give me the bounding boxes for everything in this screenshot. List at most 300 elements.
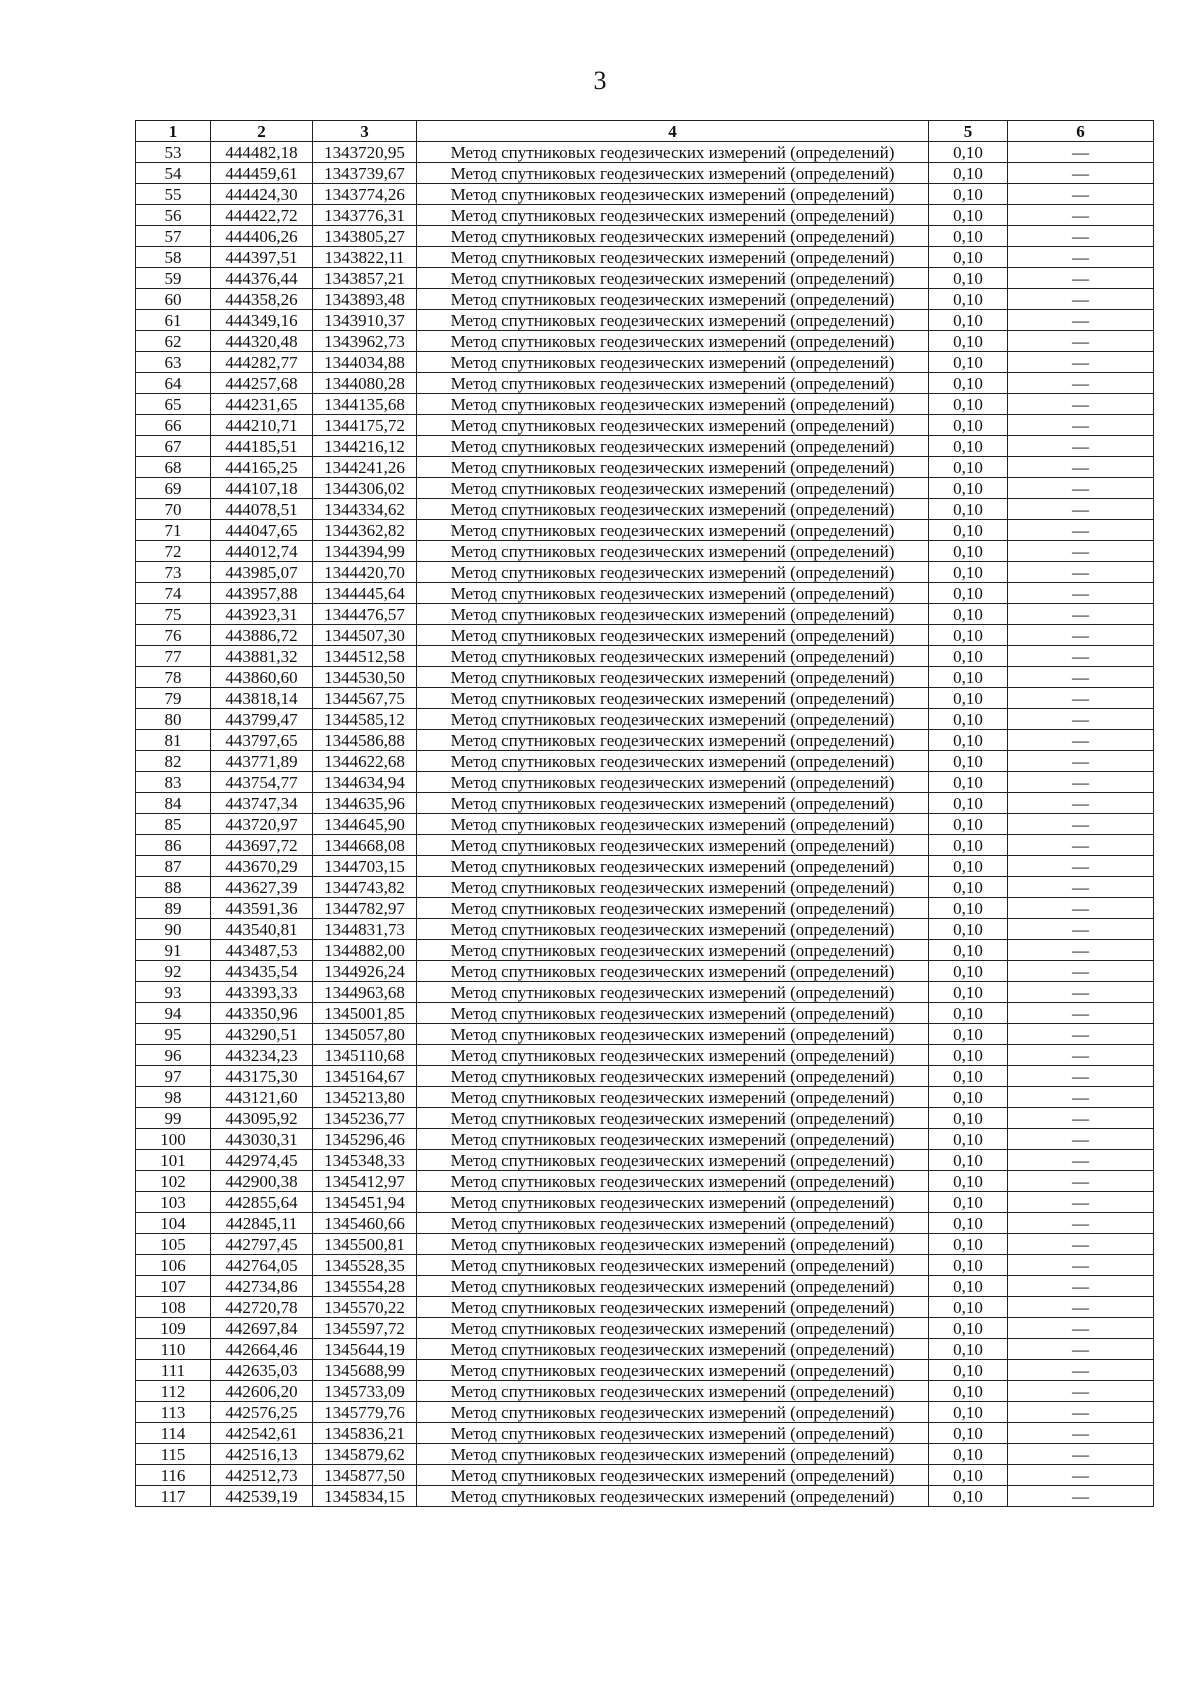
coord-x-cell: 444165,25 [211, 457, 313, 478]
coord-y-cell: 1344703,15 [313, 856, 417, 877]
point-number-cell: 112 [136, 1381, 211, 1402]
accuracy-cell: 0,10 [929, 1423, 1008, 1444]
coord-x-cell: 444257,68 [211, 373, 313, 394]
coord-x-cell: 442797,45 [211, 1234, 313, 1255]
table-row [136, 142, 1154, 163]
coord-y-cell: 1345879,62 [313, 1444, 417, 1465]
point-number-cell: 114 [136, 1423, 211, 1444]
accuracy-cell: 0,10 [929, 940, 1008, 961]
method-cell: Метод спутниковых геодезических измерений (определений) [417, 1381, 929, 1402]
method-cell: Метод спутниковых геодезических измерений (определений) [417, 646, 929, 667]
coord-x-cell: 444012,74 [211, 541, 313, 562]
coord-x-cell: 444047,65 [211, 520, 313, 541]
coord-x-cell: 444397,51 [211, 247, 313, 268]
point-number-cell: 63 [136, 352, 211, 373]
point-number-cell: 91 [136, 940, 211, 961]
note-cell: — [1008, 1255, 1154, 1276]
accuracy-cell: 0,10 [929, 772, 1008, 793]
point-number-cell: 73 [136, 562, 211, 583]
method-cell: Метод спутниковых геодезических измерений (определений) [417, 793, 929, 814]
note-cell: — [1008, 709, 1154, 730]
note-cell: — [1008, 541, 1154, 562]
point-number-cell: 94 [136, 1003, 211, 1024]
coord-y-cell: 1344668,08 [313, 835, 417, 856]
table-row [136, 793, 1154, 814]
accuracy-cell: 0,10 [929, 667, 1008, 688]
coord-y-cell: 1345213,80 [313, 1087, 417, 1108]
method-cell: Метод спутниковых геодезических измерений (определений) [417, 730, 929, 751]
point-number-cell: 89 [136, 898, 211, 919]
note-cell: — [1008, 352, 1154, 373]
method-cell: Метод спутниковых геодезических измерений (определений) [417, 1297, 929, 1318]
table-row [136, 688, 1154, 709]
accuracy-cell: 0,10 [929, 1024, 1008, 1045]
point-number-cell: 74 [136, 583, 211, 604]
note-cell: — [1008, 982, 1154, 1003]
table-row [136, 226, 1154, 247]
point-number-cell: 101 [136, 1150, 211, 1171]
coord-y-cell: 1345733,09 [313, 1381, 417, 1402]
coord-y-cell: 1344782,97 [313, 898, 417, 919]
point-number-cell: 68 [136, 457, 211, 478]
coord-y-cell: 1344476,57 [313, 604, 417, 625]
coord-y-cell: 1344394,99 [313, 541, 417, 562]
table-row [136, 1255, 1154, 1276]
note-cell: — [1008, 1213, 1154, 1234]
col-header-4: 4 [417, 121, 929, 142]
coord-x-cell: 442974,45 [211, 1150, 313, 1171]
coord-y-cell: 1344585,12 [313, 709, 417, 730]
note-cell: — [1008, 436, 1154, 457]
table-row [136, 1318, 1154, 1339]
point-number-cell: 64 [136, 373, 211, 394]
note-cell: — [1008, 1297, 1154, 1318]
table-row [136, 1108, 1154, 1129]
coord-x-cell: 443697,72 [211, 835, 313, 856]
method-cell: Метод спутниковых геодезических измерений (определений) [417, 1003, 929, 1024]
table-row [136, 1129, 1154, 1150]
table-row [136, 1444, 1154, 1465]
note-cell: — [1008, 184, 1154, 205]
table-row [136, 310, 1154, 331]
table-row [136, 1024, 1154, 1045]
accuracy-cell: 0,10 [929, 562, 1008, 583]
table-row [136, 562, 1154, 583]
method-cell: Метод спутниковых геодезических измерений (определений) [417, 1465, 929, 1486]
coord-x-cell: 442576,25 [211, 1402, 313, 1423]
coord-y-cell: 1344645,90 [313, 814, 417, 835]
method-cell: Метод спутниковых геодезических измерений (определений) [417, 1486, 929, 1507]
table-row [136, 373, 1154, 394]
coord-y-cell: 1345779,76 [313, 1402, 417, 1423]
coord-x-cell: 444424,30 [211, 184, 313, 205]
coord-y-cell: 1345836,21 [313, 1423, 417, 1444]
accuracy-cell: 0,10 [929, 1045, 1008, 1066]
coord-x-cell: 444376,44 [211, 268, 313, 289]
point-number-cell: 96 [136, 1045, 211, 1066]
note-cell: — [1008, 1423, 1154, 1444]
accuracy-cell: 0,10 [929, 709, 1008, 730]
accuracy-cell: 0,10 [929, 856, 1008, 877]
accuracy-cell: 0,10 [929, 1381, 1008, 1402]
point-number-cell: 99 [136, 1108, 211, 1129]
accuracy-cell: 0,10 [929, 1003, 1008, 1024]
coord-x-cell: 443540,81 [211, 919, 313, 940]
method-cell: Метод спутниковых геодезических измерений (определений) [417, 751, 929, 772]
method-cell: Метод спутниковых геодезических измерений (определений) [417, 541, 929, 562]
method-cell: Метод спутниковых геодезических измерений (определений) [417, 1108, 929, 1129]
table-body [136, 142, 1154, 1507]
note-cell: — [1008, 646, 1154, 667]
coord-y-cell: 1344334,62 [313, 499, 417, 520]
note-cell: — [1008, 877, 1154, 898]
note-cell: — [1008, 226, 1154, 247]
coord-y-cell: 1345644,19 [313, 1339, 417, 1360]
accuracy-cell: 0,10 [929, 730, 1008, 751]
method-cell: Метод спутниковых геодезических измерений (определений) [417, 142, 929, 163]
coord-y-cell: 1344586,88 [313, 730, 417, 751]
point-number-cell: 70 [136, 499, 211, 520]
coord-y-cell: 1345834,15 [313, 1486, 417, 1507]
accuracy-cell: 0,10 [929, 541, 1008, 562]
coord-y-cell: 1345348,33 [313, 1150, 417, 1171]
table-row [136, 352, 1154, 373]
method-cell: Метод спутниковых геодезических измерений (определений) [417, 877, 929, 898]
method-cell: Метод спутниковых геодезических измерений (определений) [417, 562, 929, 583]
coord-x-cell: 444282,77 [211, 352, 313, 373]
table-row [136, 1066, 1154, 1087]
note-cell: — [1008, 898, 1154, 919]
method-cell: Метод спутниковых геодезических измерений (определений) [417, 1129, 929, 1150]
accuracy-cell: 0,10 [929, 289, 1008, 310]
accuracy-cell: 0,10 [929, 1444, 1008, 1465]
accuracy-cell: 0,10 [929, 625, 1008, 646]
method-cell: Метод спутниковых геодезических измерений (определений) [417, 1339, 929, 1360]
point-number-cell: 92 [136, 961, 211, 982]
note-cell: — [1008, 583, 1154, 604]
header-row [136, 121, 1154, 142]
method-cell: Метод спутниковых геодезических измерений (определений) [417, 415, 929, 436]
coord-x-cell: 444078,51 [211, 499, 313, 520]
note-cell: — [1008, 142, 1154, 163]
table-row [136, 1087, 1154, 1108]
note-cell: — [1008, 1486, 1154, 1507]
coord-y-cell: 1344034,88 [313, 352, 417, 373]
point-number-cell: 104 [136, 1213, 211, 1234]
table-row [136, 835, 1154, 856]
accuracy-cell: 0,10 [929, 751, 1008, 772]
note-cell: — [1008, 793, 1154, 814]
table-row [136, 1402, 1154, 1423]
table-row [136, 1486, 1154, 1507]
point-number-cell: 85 [136, 814, 211, 835]
coord-x-cell: 443121,60 [211, 1087, 313, 1108]
table-row [136, 1360, 1154, 1381]
coord-y-cell: 1343893,48 [313, 289, 417, 310]
coord-y-cell: 1344512,58 [313, 646, 417, 667]
note-cell: — [1008, 289, 1154, 310]
coord-x-cell: 443818,14 [211, 688, 313, 709]
point-number-cell: 66 [136, 415, 211, 436]
table-row [136, 499, 1154, 520]
note-cell: — [1008, 940, 1154, 961]
method-cell: Метод спутниковых геодезических измерений (определений) [417, 688, 929, 709]
accuracy-cell: 0,10 [929, 877, 1008, 898]
coord-y-cell: 1343857,21 [313, 268, 417, 289]
note-cell: — [1008, 1360, 1154, 1381]
coord-x-cell: 442539,19 [211, 1486, 313, 1507]
coord-y-cell: 1343910,37 [313, 310, 417, 331]
point-number-cell: 109 [136, 1318, 211, 1339]
table-row [136, 1192, 1154, 1213]
coord-y-cell: 1344882,00 [313, 940, 417, 961]
point-number-cell: 58 [136, 247, 211, 268]
coord-y-cell: 1343776,31 [313, 205, 417, 226]
coord-y-cell: 1345688,99 [313, 1360, 417, 1381]
table-row [136, 1276, 1154, 1297]
note-cell: — [1008, 1276, 1154, 1297]
point-number-cell: 103 [136, 1192, 211, 1213]
accuracy-cell: 0,10 [929, 457, 1008, 478]
accuracy-cell: 0,10 [929, 1192, 1008, 1213]
accuracy-cell: 0,10 [929, 919, 1008, 940]
accuracy-cell: 0,10 [929, 436, 1008, 457]
point-number-cell: 88 [136, 877, 211, 898]
coord-x-cell: 442542,61 [211, 1423, 313, 1444]
method-cell: Метод спутниковых геодезических измерений (определений) [417, 436, 929, 457]
coord-y-cell: 1344241,26 [313, 457, 417, 478]
method-cell: Метод спутниковых геодезических измерений (определений) [417, 1255, 929, 1276]
col-header-5: 5 [929, 121, 1008, 142]
accuracy-cell: 0,10 [929, 394, 1008, 415]
note-cell: — [1008, 310, 1154, 331]
table-row [136, 1381, 1154, 1402]
method-cell: Метод спутниковых геодезических измерений (определений) [417, 667, 929, 688]
coord-y-cell: 1345001,85 [313, 1003, 417, 1024]
table-row [136, 436, 1154, 457]
point-number-cell: 71 [136, 520, 211, 541]
accuracy-cell: 0,10 [929, 793, 1008, 814]
method-cell: Метод спутниковых геодезических измерений (определений) [417, 1066, 929, 1087]
coord-y-cell: 1344831,73 [313, 919, 417, 940]
point-number-cell: 83 [136, 772, 211, 793]
method-cell: Метод спутниковых геодезических измерений (определений) [417, 1360, 929, 1381]
method-cell: Метод спутниковых геодезических измерений (определений) [417, 940, 929, 961]
accuracy-cell: 0,10 [929, 1066, 1008, 1087]
col-header-1: 1 [136, 121, 211, 142]
coord-x-cell: 443754,77 [211, 772, 313, 793]
accuracy-cell: 0,10 [929, 331, 1008, 352]
accuracy-cell: 0,10 [929, 835, 1008, 856]
table-row [136, 1171, 1154, 1192]
coord-y-cell: 1345412,97 [313, 1171, 417, 1192]
coord-x-cell: 442606,20 [211, 1381, 313, 1402]
method-cell: Метод спутниковых геодезических измерений (определений) [417, 1213, 929, 1234]
point-number-cell: 87 [136, 856, 211, 877]
note-cell: — [1008, 1339, 1154, 1360]
method-cell: Метод спутниковых геодезических измерений (определений) [417, 919, 929, 940]
method-cell: Метод спутниковых геодезических измерений (определений) [417, 583, 929, 604]
point-number-cell: 107 [136, 1276, 211, 1297]
coord-y-cell: 1344175,72 [313, 415, 417, 436]
coord-x-cell: 444482,18 [211, 142, 313, 163]
note-cell: — [1008, 1192, 1154, 1213]
table-row [136, 520, 1154, 541]
accuracy-cell: 0,10 [929, 1297, 1008, 1318]
coord-x-cell: 443393,33 [211, 982, 313, 1003]
coord-y-cell: 1343720,95 [313, 142, 417, 163]
point-number-cell: 77 [136, 646, 211, 667]
accuracy-cell: 0,10 [929, 1150, 1008, 1171]
accuracy-cell: 0,10 [929, 142, 1008, 163]
coord-x-cell: 443797,65 [211, 730, 313, 751]
coord-y-cell: 1344926,24 [313, 961, 417, 982]
coord-x-cell: 444231,65 [211, 394, 313, 415]
table-row [136, 814, 1154, 835]
coord-x-cell: 443886,72 [211, 625, 313, 646]
coord-y-cell: 1343774,26 [313, 184, 417, 205]
accuracy-cell: 0,10 [929, 226, 1008, 247]
note-cell: — [1008, 457, 1154, 478]
method-cell: Метод спутниковых геодезических измерений (определений) [417, 835, 929, 856]
coord-x-cell: 443627,39 [211, 877, 313, 898]
point-number-cell: 84 [136, 793, 211, 814]
note-cell: — [1008, 205, 1154, 226]
coord-x-cell: 442734,86 [211, 1276, 313, 1297]
coord-y-cell: 1344080,28 [313, 373, 417, 394]
coord-y-cell: 1344635,96 [313, 793, 417, 814]
note-cell: — [1008, 247, 1154, 268]
point-number-cell: 82 [136, 751, 211, 772]
method-cell: Метод спутниковых геодезических измерений (определений) [417, 982, 929, 1003]
page-number: 3 [593, 66, 607, 95]
table-row [136, 772, 1154, 793]
method-cell: Метод спутниковых геодезических измерений (определений) [417, 1045, 929, 1066]
accuracy-cell: 0,10 [929, 352, 1008, 373]
point-number-cell: 65 [136, 394, 211, 415]
note-cell: — [1008, 1402, 1154, 1423]
coord-x-cell: 443860,60 [211, 667, 313, 688]
accuracy-cell: 0,10 [929, 1171, 1008, 1192]
accuracy-cell: 0,10 [929, 1339, 1008, 1360]
note-cell: — [1008, 961, 1154, 982]
accuracy-cell: 0,10 [929, 1129, 1008, 1150]
note-cell: — [1008, 835, 1154, 856]
table-row [136, 163, 1154, 184]
accuracy-cell: 0,10 [929, 163, 1008, 184]
accuracy-cell: 0,10 [929, 184, 1008, 205]
point-number-cell: 100 [136, 1129, 211, 1150]
coord-x-cell: 442764,05 [211, 1255, 313, 1276]
coord-x-cell: 444107,18 [211, 478, 313, 499]
coord-y-cell: 1344507,30 [313, 625, 417, 646]
point-number-cell: 55 [136, 184, 211, 205]
coord-y-cell: 1345877,50 [313, 1465, 417, 1486]
method-cell: Метод спутниковых геодезических измерений (определений) [417, 184, 929, 205]
table-row [136, 856, 1154, 877]
coord-x-cell: 444406,26 [211, 226, 313, 247]
accuracy-cell: 0,10 [929, 310, 1008, 331]
accuracy-cell: 0,10 [929, 1318, 1008, 1339]
method-cell: Метод спутниковых геодезических измерений (определений) [417, 499, 929, 520]
coord-x-cell: 443030,31 [211, 1129, 313, 1150]
table-row [136, 457, 1154, 478]
coord-x-cell: 443591,36 [211, 898, 313, 919]
col-header-2: 2 [211, 121, 313, 142]
note-cell: — [1008, 163, 1154, 184]
table-row [136, 919, 1154, 940]
coord-y-cell: 1343805,27 [313, 226, 417, 247]
method-cell: Метод спутниковых геодезических измерений (определений) [417, 1318, 929, 1339]
table-row [136, 1045, 1154, 1066]
coord-x-cell: 442635,03 [211, 1360, 313, 1381]
method-cell: Метод спутниковых геодезических измерений (определений) [417, 709, 929, 730]
note-cell: — [1008, 1129, 1154, 1150]
point-number-cell: 116 [136, 1465, 211, 1486]
coord-y-cell: 1344135,68 [313, 394, 417, 415]
method-cell: Метод спутниковых геодезических измерений (определений) [417, 772, 929, 793]
accuracy-cell: 0,10 [929, 499, 1008, 520]
point-number-cell: 76 [136, 625, 211, 646]
coord-x-cell: 442900,38 [211, 1171, 313, 1192]
coord-x-cell: 442512,73 [211, 1465, 313, 1486]
coord-x-cell: 444358,26 [211, 289, 313, 310]
method-cell: Метод спутниковых геодезических измерений (определений) [417, 1423, 929, 1444]
coord-x-cell: 443720,97 [211, 814, 313, 835]
accuracy-cell: 0,10 [929, 1360, 1008, 1381]
point-number-cell: 62 [136, 331, 211, 352]
coord-y-cell: 1344634,94 [313, 772, 417, 793]
accuracy-cell: 0,10 [929, 1276, 1008, 1297]
coord-x-cell: 443290,51 [211, 1024, 313, 1045]
note-cell: — [1008, 1381, 1154, 1402]
point-number-cell: 106 [136, 1255, 211, 1276]
note-cell: — [1008, 1234, 1154, 1255]
method-cell: Метод спутниковых геодезических измерений (определений) [417, 898, 929, 919]
coord-y-cell: 1343962,73 [313, 331, 417, 352]
note-cell: — [1008, 415, 1154, 436]
point-number-cell: 105 [136, 1234, 211, 1255]
point-number-cell: 102 [136, 1171, 211, 1192]
coordinates-table [135, 120, 1154, 1507]
method-cell: Метод спутниковых геодезических измерений (определений) [417, 1402, 929, 1423]
note-cell: — [1008, 856, 1154, 877]
method-cell: Метод спутниковых геодезических измерений (определений) [417, 205, 929, 226]
note-cell: — [1008, 1108, 1154, 1129]
coord-y-cell: 1345528,35 [313, 1255, 417, 1276]
point-number-cell: 67 [136, 436, 211, 457]
note-cell: — [1008, 478, 1154, 499]
table-row [136, 478, 1154, 499]
note-cell: — [1008, 751, 1154, 772]
table-row [136, 709, 1154, 730]
accuracy-cell: 0,10 [929, 961, 1008, 982]
note-cell: — [1008, 730, 1154, 751]
note-cell: — [1008, 562, 1154, 583]
table-row [136, 1234, 1154, 1255]
accuracy-cell: 0,10 [929, 604, 1008, 625]
accuracy-cell: 0,10 [929, 646, 1008, 667]
point-number-cell: 72 [136, 541, 211, 562]
coord-x-cell: 443881,32 [211, 646, 313, 667]
method-cell: Метод спутниковых геодезических измерений (определений) [417, 310, 929, 331]
coord-x-cell: 443957,88 [211, 583, 313, 604]
coord-y-cell: 1344963,68 [313, 982, 417, 1003]
method-cell: Метод спутниковых геодезических измерений (определений) [417, 604, 929, 625]
table-row [136, 1213, 1154, 1234]
note-cell: — [1008, 1024, 1154, 1045]
coord-y-cell: 1344622,68 [313, 751, 417, 772]
